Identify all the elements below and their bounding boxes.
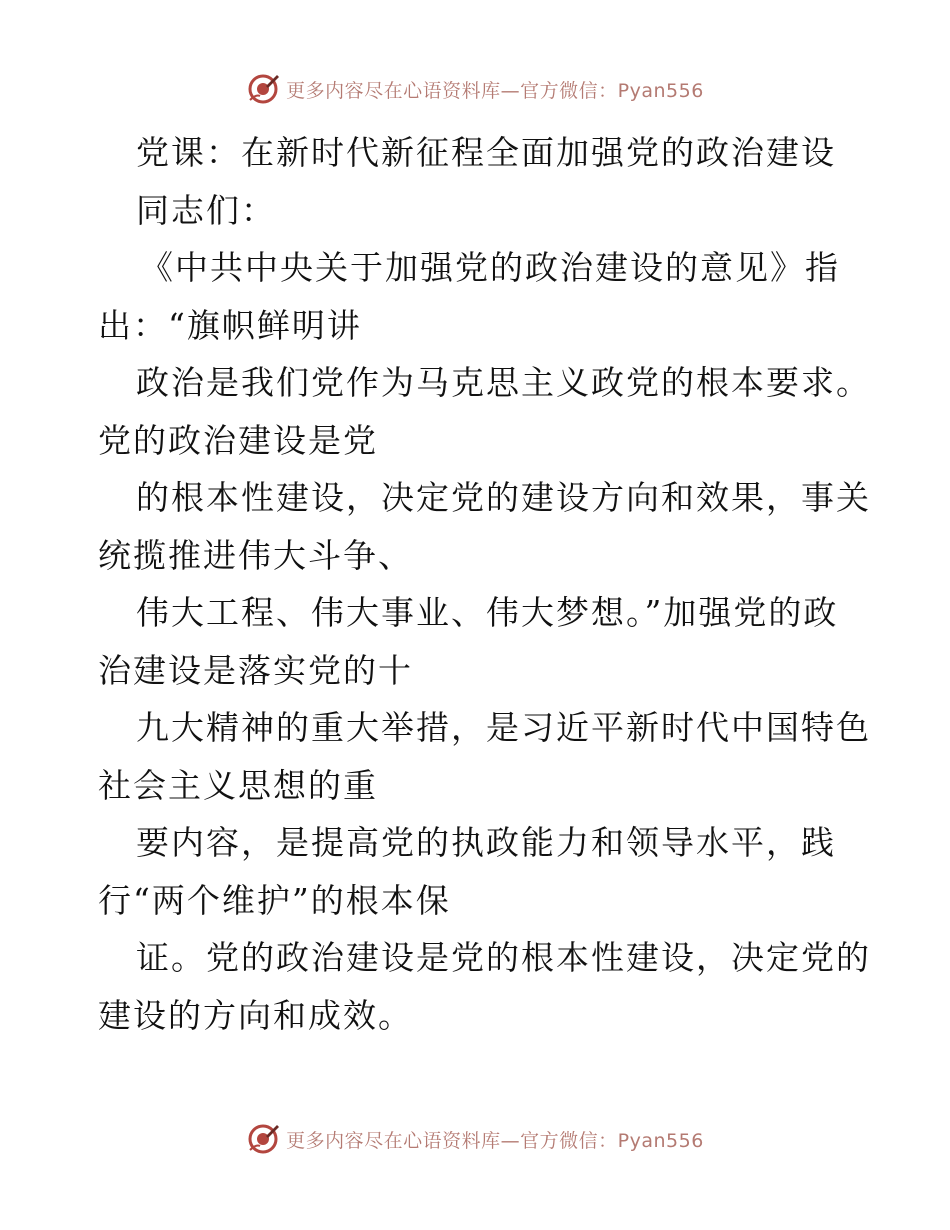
paragraph-line: 治建设是落实党的十	[98, 650, 413, 690]
paragraph-line: 党的政治建设是党	[98, 420, 378, 460]
paragraph-line: 行“两个维护”的根本保	[98, 880, 451, 920]
salutation: 同志们：	[136, 190, 276, 230]
watermark-text: 更多内容尽在心语资料库—官方微信：Pyan556	[286, 79, 704, 102]
paragraph-line: 伟大工程、伟大事业、伟大梦想。”加强党的政	[136, 593, 839, 632]
paragraph-line: 社会主义思想的重	[98, 765, 378, 805]
paragraph-line: 九大精神的重大举措，是习近平新时代中国特色	[136, 708, 871, 747]
pen-logo-icon	[246, 72, 280, 106]
paragraph-line: 统揽推进伟大斗争、	[98, 535, 413, 575]
header-watermark	[0, 72, 950, 106]
document-body	[98, 124, 871, 1044]
paragraph-line: 出：“旗帜鲜明讲	[98, 305, 362, 345]
pen-logo-icon	[246, 1122, 280, 1156]
paragraph-line: 要内容，是提高党的执政能力和领导水平，践	[136, 823, 836, 862]
footer-watermark	[0, 1122, 950, 1156]
paragraph-line: 的根本性建设，决定党的建设方向和效果，事关	[136, 478, 871, 517]
paragraph-line: 政治是我们党作为马克思主义政党的根本要求。	[136, 363, 871, 402]
paragraph-line: 《中共中央关于加强党的政治建设的意见》指	[140, 248, 840, 287]
paragraph-line: 证。党的政治建设是党的根本性建设，决定党的	[136, 938, 871, 977]
watermark-text: 更多内容尽在心语资料库—官方微信：Pyan556	[286, 1129, 704, 1152]
document-title: 党课：在新时代新征程全面加强党的政治建设	[136, 133, 836, 172]
paragraph-line: 建设的方向和成效。	[98, 995, 413, 1035]
